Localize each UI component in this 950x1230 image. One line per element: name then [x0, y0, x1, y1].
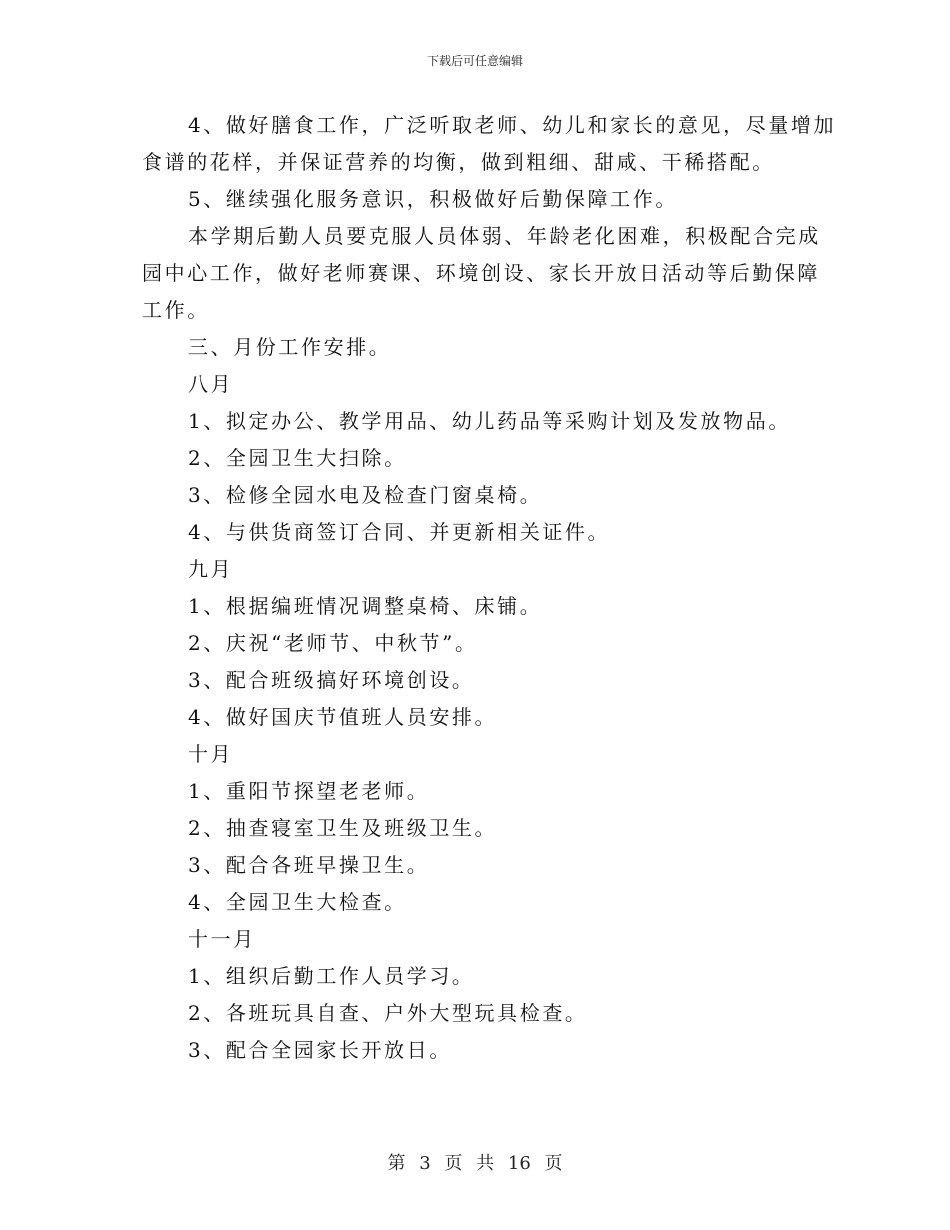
list-item: 3、配合全园家长开放日。: [188, 1038, 452, 1062]
list-item: 1、拟定办公、教学用品、幼儿药品等采购计划及发放物品。: [188, 409, 791, 433]
list-item: 4、与供货商签订合同、并更新相关证件。: [188, 520, 611, 544]
section-heading: 三、月份工作安排。: [188, 335, 392, 359]
list-item: 1、组织后勤工作人员学习。: [188, 964, 475, 988]
paragraph-line: 4、做好膳食工作，广泛听取老师、幼儿和家长的意见，尽量增加: [188, 113, 837, 137]
footer-total-pages: 16: [507, 1153, 531, 1174]
month-heading: 十月: [188, 742, 234, 766]
paragraph-line: 本学期后勤人员要克服人员体弱、年龄老化困难，积极配合完成: [188, 224, 821, 248]
list-item: 3、配合班级搞好环境创设。: [188, 668, 475, 692]
footer-prefix: 第: [387, 1153, 406, 1174]
paragraph-line: 食谱的花样，并保证营养的均衡，做到粗细、甜咸、干稀搭配。: [142, 150, 775, 174]
list-item: 1、重阳节探望老老师。: [188, 779, 430, 803]
list-item: 4、全园卫生大检查。: [188, 890, 407, 914]
month-heading: 九月: [188, 557, 234, 581]
footer-total-word: 页: [544, 1153, 563, 1174]
document-body: [142, 107, 837, 1069]
month-heading: 八月: [188, 372, 234, 396]
footer-total-prefix: 共: [476, 1153, 495, 1174]
list-item: 2、庆祝“老师节、中秋节”。: [188, 631, 478, 655]
footer-page-word: 页: [444, 1153, 463, 1174]
page-footer: [0, 1152, 950, 1176]
paragraph-line: 工作。: [142, 298, 210, 322]
list-item: 3、配合各班早操卫生。: [188, 853, 430, 877]
list-item: 1、根据编班情况调整桌椅、床铺。: [188, 594, 543, 618]
list-item: 2、抽查寝室卫生及班级卫生。: [188, 816, 498, 840]
list-item: 4、做好国庆节值班人员安排。: [188, 705, 498, 729]
paragraph-line: 园中心工作，做好老师赛课、环境创设、家长开放日活动等后勤保障: [142, 261, 820, 285]
footer-page-number: 3: [419, 1153, 431, 1174]
month-heading: 十一月: [188, 927, 256, 951]
list-item: 3、检修全园水电及检查门窗桌椅。: [188, 483, 543, 507]
page-header: 下载后可任意编辑: [426, 54, 523, 68]
list-item: 2、各班玩具自查、户外大型玩具检查。: [188, 1001, 588, 1025]
paragraph-line: 5、继续强化服务意识，积极做好后勤保障工作。: [188, 187, 678, 211]
list-item: 2、全园卫生大扫除。: [188, 446, 407, 470]
